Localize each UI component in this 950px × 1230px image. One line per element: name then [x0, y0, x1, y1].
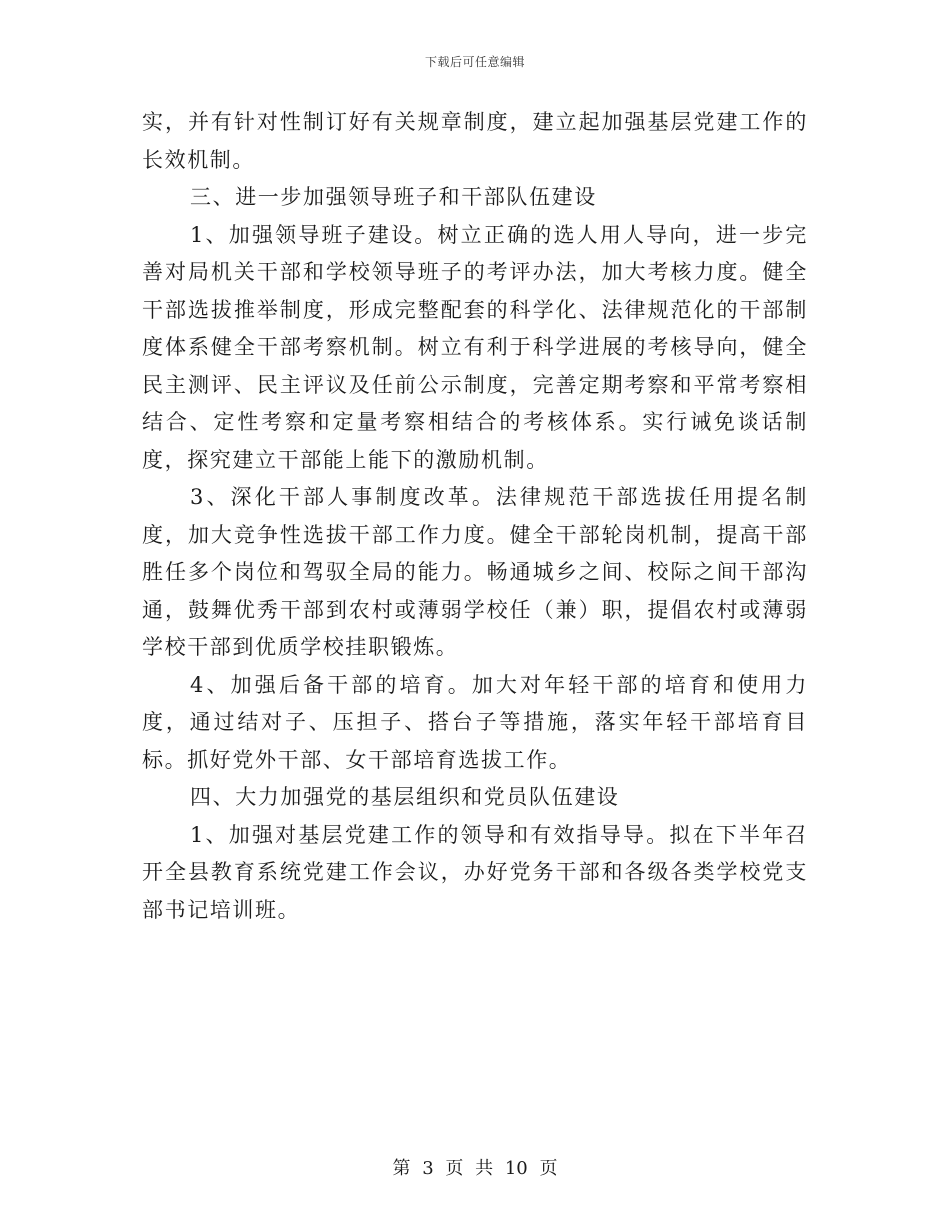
- section-heading: 四、大力加强党的基层组织和党员队伍建设: [190, 785, 620, 809]
- page-number-footer: 第 3 页 共 10 页: [392, 1158, 558, 1179]
- paragraph: 4、加强后备干部的培育。加大对年轻干部的培育和使用力度，通过结对子、压担子、搭台子等措施，落实年轻干部培育目标。抓好党外干部、女干部培育选拔工作。: [142, 672, 808, 772]
- document-body: [142, 104, 808, 929]
- page-header: 下载后可任意编辑: [424, 55, 525, 69]
- paragraph: 3、深化干部人事制度改革。法律规范干部选拔任用提名制度，加大竞争性选拔干部工作力度。健全干部轮岗机制，提高干部胜任多个岗位和驾驭全局的能力。畅通城乡之间、校际之间干部沟通，鼓舞优秀干部到农村或薄弱学校任（兼）职，提倡农村或薄弱学校干部到优质学校挂职锻炼。: [142, 485, 808, 659]
- section-heading: 三、进一步加强领导班子和干部队伍建设: [190, 185, 597, 209]
- paragraph: 实，并有针对性制订好有关规章制度，建立起加强基层党建工作的长效机制。: [142, 110, 808, 172]
- paragraph: 1、加强领导班子建设。树立正确的选人用人导向，进一步完善对局机关干部和学校领导班子的考评办法，加大考核力度。健全干部选拔推举制度，形成完整配套的科学化、法律规范化的干部制度体系健全干部考察机制。树立有利于科学进展的考核导向，健全民主测评、民主评议及任前公示制度，完善定期考察和平常考察相结合、定性考察和定量考察相结合的考核体系。实行诫免谈话制度，探究建立干部能上能下的激励机制。: [142, 222, 808, 472]
- paragraph: 1、加强对基层党建工作的领导和有效指导导。拟在下半年召开全县教育系统党建工作会议，办好党务干部和各级各类学校党支部书记培训班。: [142, 822, 808, 922]
